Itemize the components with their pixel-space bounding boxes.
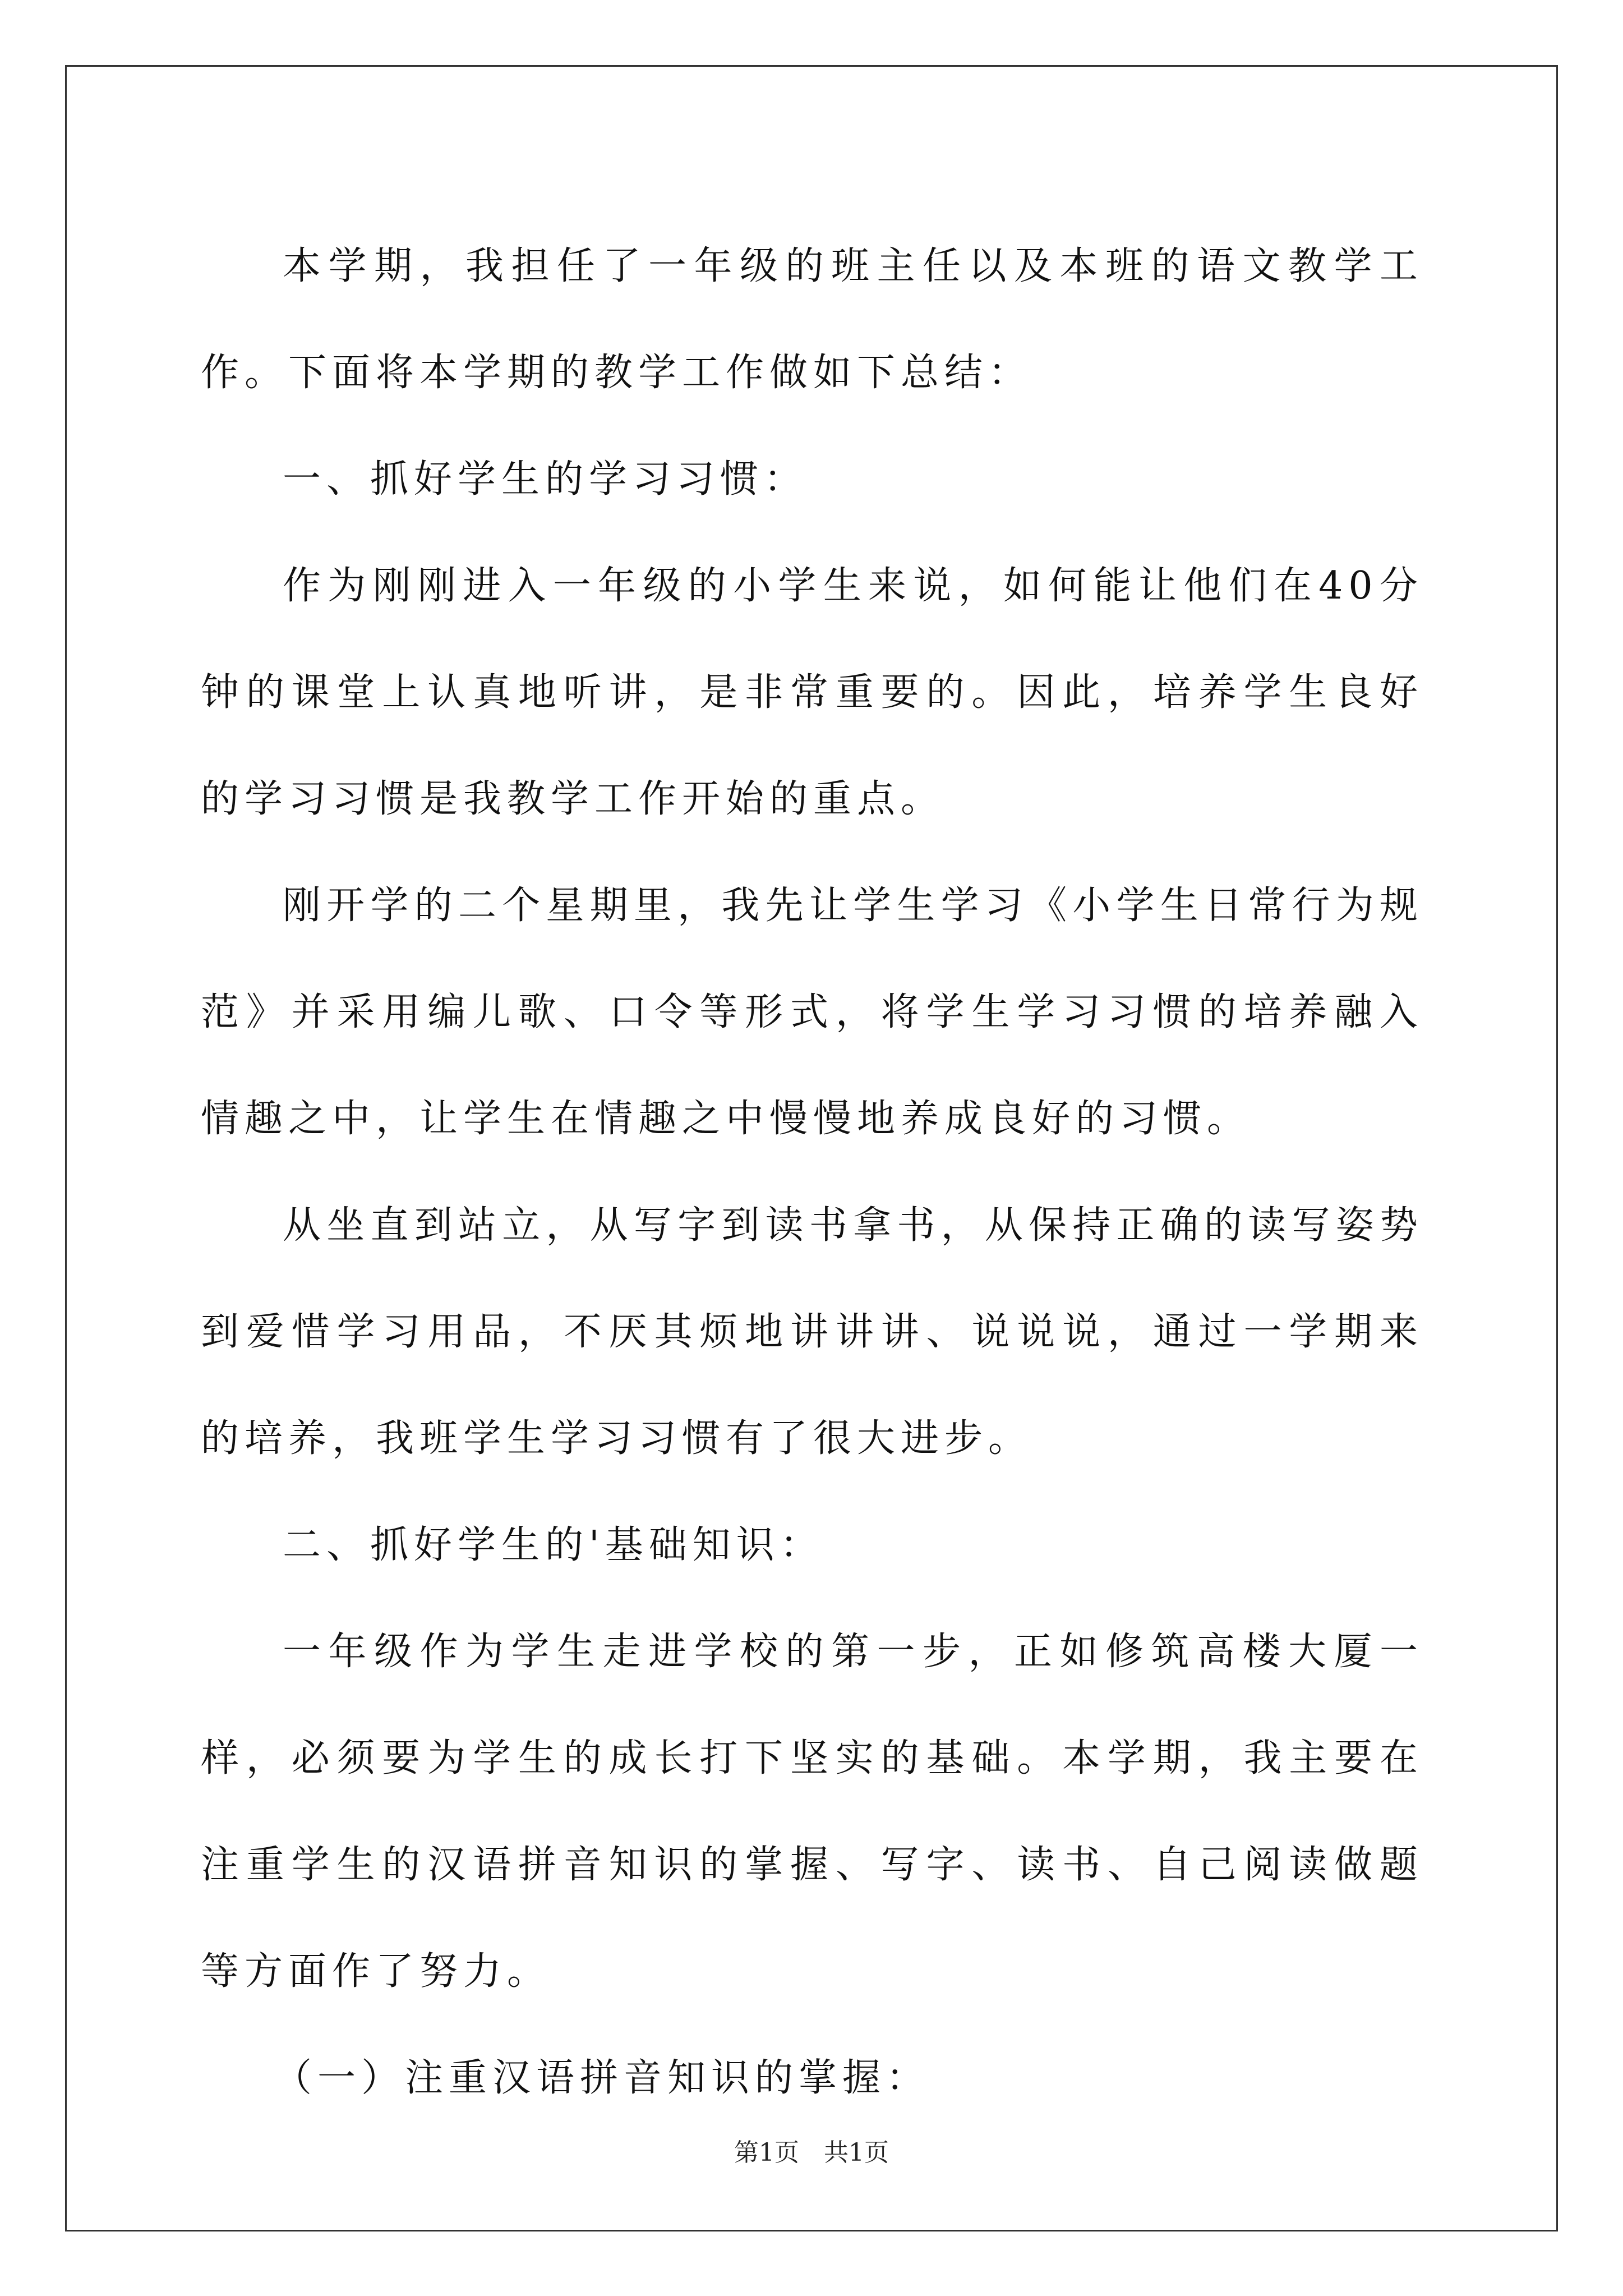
- page-number-footer: 第1页 共1页: [734, 2138, 889, 2167]
- paragraph-intro: 本学期，我担任了一年级的班主任以及本班的语文教学工作。下面将本学期的教学工作做如下总结：: [201, 244, 1423, 395]
- paragraph-first-weeks: 刚开学的二个星期里，我先让学生学习《小学生日常行为规范》并采用编儿歌、口令等形式，将学生学习习惯的培养融入情趣之中，让学生在情趣之中慢慢地养成良好的习惯。: [201, 884, 1423, 1141]
- heading-section-1: 一、抓好学生的学习习惯：: [283, 457, 808, 501]
- paragraph-attention: 作为刚刚进入一年级的小学生来说，如何能让他们在40分钟的课堂上认真地听讲，是非常重要的。因此，培养学生良好的学习习惯是我教学工作开始的重点。: [201, 564, 1423, 821]
- heading-subsection-1: （一）注重汉语拼音知识的掌握：: [274, 2056, 930, 2100]
- paragraph-habits-progress: 从坐直到站立，从写字到读书拿书，从保持正确的读写姿势到爱惜学习用品，不厌其烦地讲讲讲、说说说，通过一学期来的培养，我班学生学习习惯有了很大进步。: [201, 1203, 1423, 1461]
- paragraph-foundation: 一年级作为学生走进学校的第一步，正如修筑高楼大厦一样，必须要为学生的成长打下坚实的基础。本学期，我主要在注重学生的汉语拼音知识的掌握、写字、读书、自己阅读做题等方面作了努力。: [201, 1630, 1423, 1994]
- heading-section-2: 二、抓好学生的'基础知识：: [283, 1523, 824, 1567]
- document-body: [201, 213, 1423, 2132]
